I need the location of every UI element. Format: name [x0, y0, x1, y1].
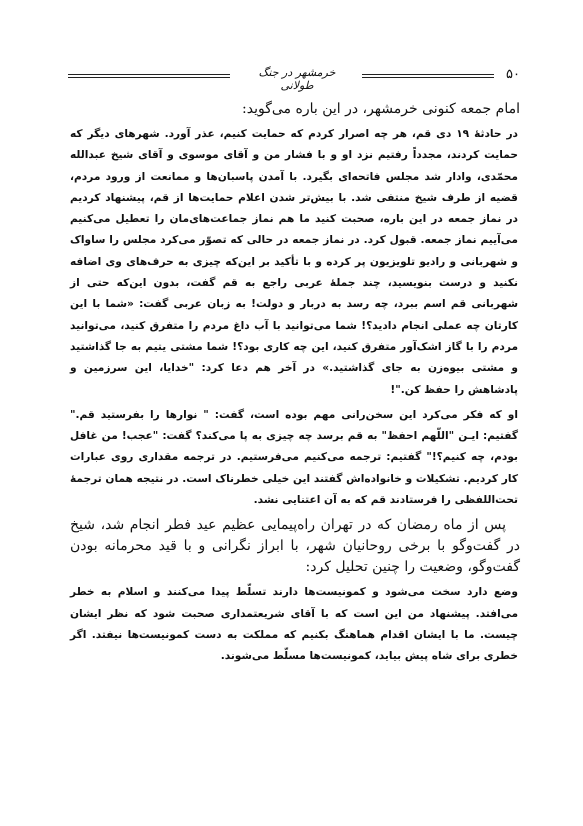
- quote-block-2: او که فکر می‌کرد این سخن‌رانی مهم بوده است، گفت: " نوارها را بفرستید قم." گفتیم: ایـن "اللّهم احفظ" به قم برسد چه چیزی به پا می‌کند؟ گفت: "عجب! من غافل بودم، چه کنیم؟!" گفتیم: ترجمه می‌کنیم می‌فرستیم. در ترجمه مقداری روی عبارات کار کردیم. تشکیلات و خانواده‌اش گفتند این خیلی خطرناک است. در نتیجه همان ترجمهٔ تحت‌اللفظی را فرستادند قم که به آن اعتنایی نشد.: [70, 408, 518, 507]
- header-rule-left: [68, 74, 230, 78]
- intro-line: امام جمعه کنونی خرمشهر، در این باره می‌گوید:: [242, 101, 520, 117]
- page-number: ۵۰: [506, 67, 520, 82]
- body-paragraph: پس از ماه رمضان که در تهران راه‌پیمایی عظیم عید فطر انجام شد، شیخ در گفت‌وگو با برخی روحانیان شهر، با ابراز نگرانی و با قید محرمانه بودن گفت‌وگو، وضعیت را چنین تحلیل کرد:: [70, 517, 520, 576]
- quote-block-3: وضع دارد سخت می‌شود و کمونیست‌ها دارند تسلّط پیدا می‌کنند و اسلام به خطر می‌افتد. پیشنهاد من این است که با آقای شریعتمداری صحبت شود که نظر ایشان چیست. ما با ایشان اقدام هماهنگ بکنیم که مملکت به دست کمونیست‌ها نیفتد. اگر خطری برای شاه پیش بیاید، کمونیست‌ها مسلّط می‌شوند.: [70, 586, 518, 663]
- running-title: خرمشهر در جنگ طولانی: [258, 66, 336, 92]
- header-rule-right: [362, 74, 494, 78]
- quote-block-1: در حادثهٔ ۱۹ دی قم، هر چه اصرار کردم که حمایت کنیم، عذر آورد. شهرهای دیگر که حمایت کردند، مجدداً رفتیم نزد او و با فشار من و آقای موسوی و آقای شیخ عبدالله محمّدی، وادار شد مجلس فاتحه‌ای بگیرد. با آمدن پاسبان‌ها و ممانعت از ورود مردم، قضیه از طرف شیخ منتفی شد. با بیش‌تر شدن اعلام حمایت‌ها از قم، پیشنهاد کردیم در نماز جمعه در این باره، صحبت کنید ما هم نماز جماعت‌های‌مان را تعطیل می‌کنیم می‌آییم نماز جمعه. قبول کرد. در نماز جمعه در حالی که تصوّر می‌کرد مجلس را ساواک و شهربانی و رادیو تلویزیون پر کرده و با تأکید بر این‌که چیزی به حرف‌های وی اضافه نکنید و درست بنویسید، چند جملهٔ عربی راجع به قم گفت، بدون این‌که حتی از شهربانی قم اسم ببرد، چه رسد به دربار و دولت! به زبان عربی گفت: «شما با این کارتان چه عملی انجام دادید؟! شما می‌توانید با آب داغ مردم را متفرق کنید، می‌توانید مردم را با گاز اشک‌آور متفرق کنید، این چه کاری بود؟! شما مشتی یتیم به جا گذاشتید و مشتی بیوه‌زن به جای گذاشتید.» در آخر هم دعا کرد: "خدایا، این سرزمین و پادشاهش را حفظ کن."!: [70, 128, 518, 396]
- page-header: [68, 66, 520, 92]
- page-body: [70, 98, 520, 672]
